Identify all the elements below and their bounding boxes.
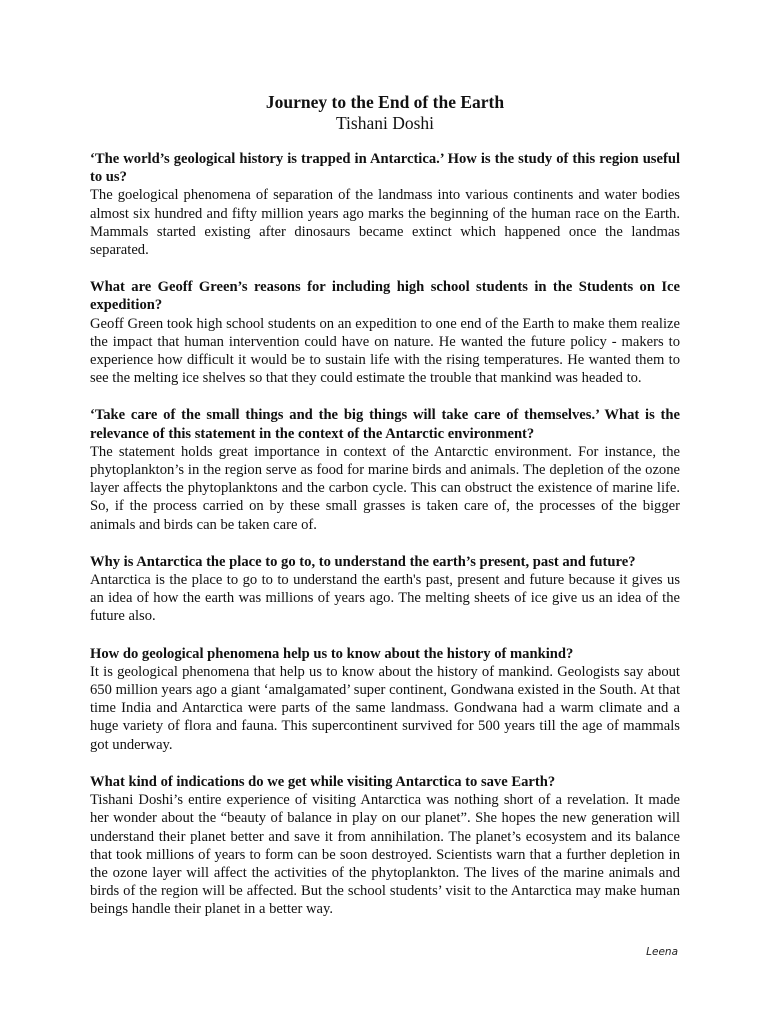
answer-text: The statement holds great importance in context of the Antarctic environment. For instance, the phytoplankton’s in the region serve as food for marine birds and animals. The depletion of the ozone layer affects the phytoplanktons and the carbon cycle. This can obstruct the existence of marine life. So, if the process carried on by these small grasses is taken care of, the processes of the bigger animals and birds can be taken care of.: [90, 443, 680, 533]
qa-section: [90, 278, 680, 387]
answer-text: It is geological phenomena that help us to know about the history of mankind. Geologists say about 650 million years ago a giant ‘amalgamated’ super continent, Gondwana existed in the South. At that time India and Antarctica were parts of the same landmass. Gondwana had a warm climate and a huge variety of flora and fauna. This supercontinent survived for 500 years till the age of mammals got underway.: [90, 663, 680, 753]
answer-text: Geoff Green took high school students on an expedition to one end of the Earth to make them realize the impact that human intervention could have on nature. He wanted the future policy - makers to experience how difficult it would be to sustain life with the rising temperatures. He wanted them to see the melting ice shelves so that they could estimate the trouble that mankind was headed to.: [90, 315, 680, 387]
qa-section: [90, 150, 680, 259]
qa-section: [90, 773, 680, 919]
question-text: How do geological phenomena help us to know about the history of mankind?: [90, 645, 574, 662]
qa-section: [90, 406, 680, 533]
question-text: What kind of indications do we get while visiting Antarctica to save Earth?: [90, 773, 556, 790]
footer-signature: Leena: [646, 946, 678, 958]
author-name: Tishani Doshi: [335, 113, 435, 133]
question-text: Why is Antarctica the place to go to, to understand the earth’s present, past and future?: [90, 553, 636, 570]
page-title: Journey to the End of the Earth: [265, 92, 505, 112]
answer-text: Tishani Doshi’s entire experience of visiting Antarctica was nothing short of a revelation. It made her wonder about the “beauty of balance in play on our planet”. She hopes the new generation will understand their planet better and save it from annihilation. The planet’s ecosystem and its balance that took millions of years to form can be soon destroyed. Scientists warn that a further depletion in the ozone layer will affect the activities of the phytoplankton. The lives of the marine animals and birds of the region will be affected. But the school students’ visit to the Antarctica may make human beings handle their planet in a better way.: [90, 792, 680, 918]
qa-section: [90, 553, 680, 626]
answer-text: The goelogical phenomena of separation of the landmass into various continents and water bodies almost six hundred and fifty million years ago marks the beginning of the human race on the Earth. Mammals started existing after dinosaurs became extinct which happened once the landmas separated.: [90, 187, 680, 259]
document-page: [90, 92, 680, 938]
question-text: ‘Take care of the small things and the big things will take care of themselves.’ What is the relevance of this statement in the context of the Antarctic environment?: [90, 407, 680, 442]
qa-section: [90, 645, 680, 754]
question-text: What are Geoff Green’s reasons for including high school students in the Students on Ice expedition?: [90, 279, 680, 314]
answer-text: Antarctica is the place to go to to understand the earth's past, present and future because it gives us an idea of how the earth was millions of years ago. The melting sheets of ice give us an idea of the future also.: [90, 572, 680, 625]
question-text: ‘The world’s geological history is trapped in Antarctica.’ How is the study of this region useful to us?: [90, 151, 680, 186]
